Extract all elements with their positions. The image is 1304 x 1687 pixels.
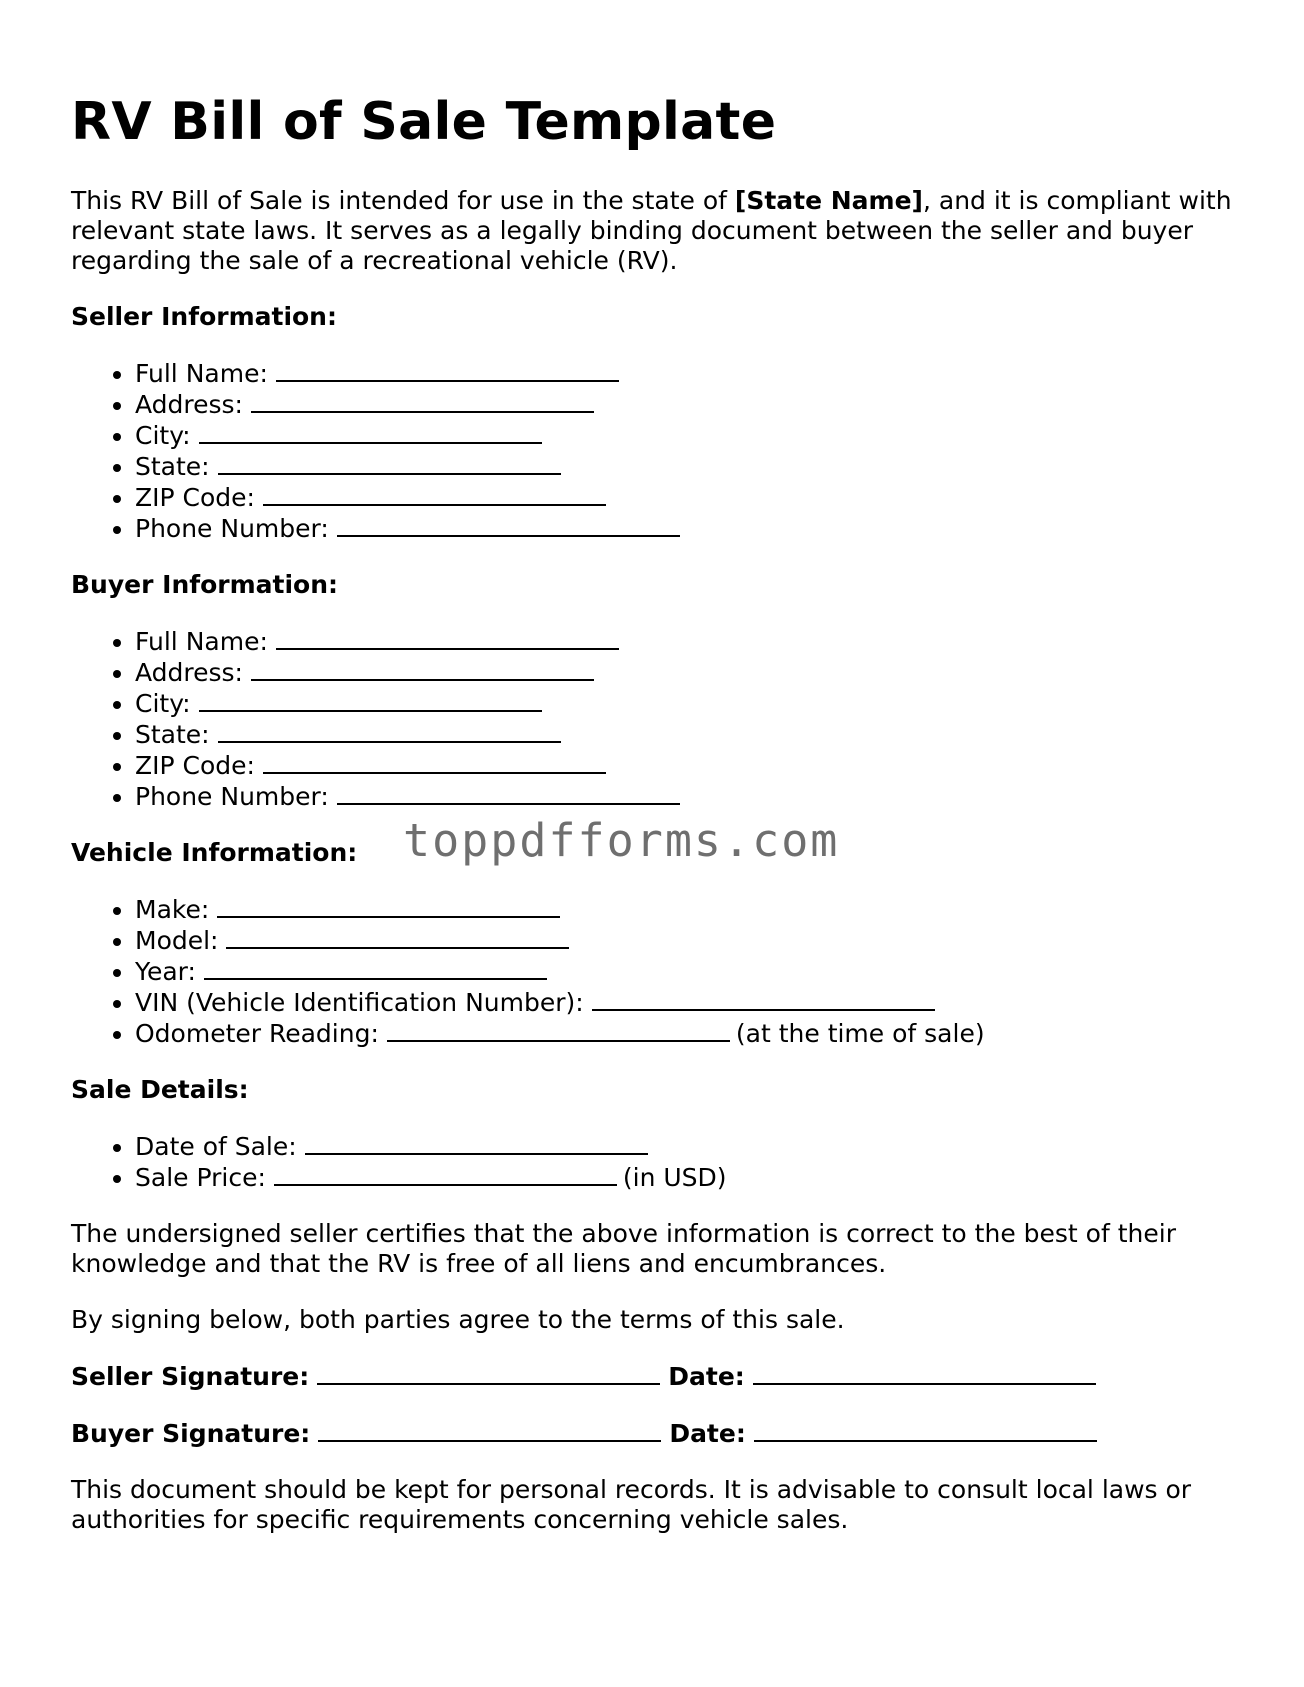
seller-section-heading: Seller Information: xyxy=(71,302,337,331)
vehicle-model-field xyxy=(135,925,1241,956)
page-title: RV Bill of Sale Template xyxy=(71,92,777,152)
buyer-signature-blank[interactable] xyxy=(318,1418,661,1442)
vehicle-year-field xyxy=(135,956,1241,987)
buyer-state-blank[interactable] xyxy=(218,719,561,743)
sale-section-heading: Sale Details: xyxy=(71,1075,249,1104)
field-label: VIN (Vehicle Identification Number): xyxy=(135,988,584,1017)
sale-price-field xyxy=(135,1162,1241,1193)
field-label: Phone Number: xyxy=(135,514,329,543)
seller-signature-line xyxy=(71,1361,1241,1392)
seller-state-field xyxy=(135,451,1241,482)
vehicle-make-field xyxy=(135,894,1241,925)
field-label: ZIP Code: xyxy=(135,483,255,512)
odometer-suffix: (at the time of sale) xyxy=(735,1019,985,1048)
sale-date-field xyxy=(135,1131,1241,1162)
seller-fields-list xyxy=(71,358,1241,544)
intro-text-after: , and it is compliant with relevant state laws. It serves as a legally binding document between the seller and buyer regarding the sale of a recreational vehicle (RV). xyxy=(71,186,1232,275)
buyer-city-blank[interactable] xyxy=(199,688,542,712)
field-label: State: xyxy=(135,720,210,749)
vehicle-model-blank[interactable] xyxy=(226,925,569,949)
buyer-address-field xyxy=(135,657,1241,688)
watermark: toppdfforms.com xyxy=(403,814,840,867)
field-label: Year: xyxy=(135,957,196,986)
buyer-fields-list xyxy=(71,626,1241,812)
buyer-full-name-blank[interactable] xyxy=(276,626,619,650)
field-label: Phone Number: xyxy=(135,782,329,811)
buyer-state-field xyxy=(135,719,1241,750)
buyer-city-field xyxy=(135,688,1241,719)
field-label: Make: xyxy=(135,895,210,924)
buyer-section-heading: Buyer Information: xyxy=(71,570,339,599)
field-label: Sale Price: xyxy=(135,1163,266,1192)
seller-zip-blank[interactable] xyxy=(263,482,606,506)
field-label: Model: xyxy=(135,926,219,955)
price-suffix: (in USD) xyxy=(622,1163,727,1192)
intro-text-before: This RV Bill of Sale is intended for use in the state of xyxy=(71,186,735,215)
buyer-signature-label: Buyer Signature: xyxy=(71,1419,311,1448)
seller-address-blank[interactable] xyxy=(251,389,594,413)
field-label: City: xyxy=(135,689,191,718)
sale-price-blank[interactable] xyxy=(274,1162,617,1186)
vehicle-year-blank[interactable] xyxy=(204,956,547,980)
buyer-zip-field xyxy=(135,750,1241,781)
certification-paragraph: The undersigned seller certifies that the above information is correct to the best of their knowledge and that the RV is free of all liens and encumbrances. xyxy=(71,1219,1176,1278)
vehicle-odometer-field xyxy=(135,1018,1241,1049)
seller-signature-label: Seller Signature: xyxy=(71,1362,310,1391)
seller-city-field xyxy=(135,420,1241,451)
field-label: City: xyxy=(135,421,191,450)
field-label: Address: xyxy=(135,390,243,419)
intro-paragraph xyxy=(71,186,1241,276)
field-label: Address: xyxy=(135,658,243,687)
seller-date-label: Date: xyxy=(668,1362,745,1391)
buyer-phone-field xyxy=(135,781,1241,812)
sale-fields-list xyxy=(71,1131,1241,1193)
field-label: State: xyxy=(135,452,210,481)
seller-city-blank[interactable] xyxy=(199,420,542,444)
vehicle-vin-field xyxy=(135,987,1241,1018)
closing-paragraph: This document should be kept for personal records. It is advisable to consult local laws or authorities for specific requirements concerning vehicle sales. xyxy=(71,1475,1192,1534)
buyer-phone-blank[interactable] xyxy=(337,781,680,805)
seller-full-name-field xyxy=(135,358,1241,389)
vehicle-odometer-blank[interactable] xyxy=(387,1018,730,1042)
seller-zip-field xyxy=(135,482,1241,513)
agreement-paragraph: By signing below, both parties agree to the terms of this sale. xyxy=(71,1305,845,1334)
sale-date-blank[interactable] xyxy=(305,1131,648,1155)
seller-phone-blank[interactable] xyxy=(337,513,680,537)
field-label: Odometer Reading: xyxy=(135,1019,379,1048)
seller-signature-blank[interactable] xyxy=(317,1361,660,1385)
buyer-zip-blank[interactable] xyxy=(263,750,606,774)
field-label: ZIP Code: xyxy=(135,751,255,780)
buyer-address-blank[interactable] xyxy=(251,657,594,681)
field-label: Full Name: xyxy=(135,627,268,656)
state-name-placeholder: [State Name] xyxy=(734,186,923,215)
seller-state-blank[interactable] xyxy=(218,451,561,475)
buyer-signature-line xyxy=(71,1418,1241,1449)
seller-phone-field xyxy=(135,513,1241,544)
seller-address-field xyxy=(135,389,1241,420)
vehicle-fields-list xyxy=(71,894,1241,1049)
vehicle-section-heading: Vehicle Information: xyxy=(71,838,358,867)
vehicle-make-blank[interactable] xyxy=(217,894,560,918)
seller-full-name-blank[interactable] xyxy=(276,358,619,382)
buyer-date-label: Date: xyxy=(669,1419,746,1448)
field-label: Full Name: xyxy=(135,359,268,388)
seller-date-blank[interactable] xyxy=(753,1361,1096,1385)
buyer-full-name-field xyxy=(135,626,1241,657)
field-label: Date of Sale: xyxy=(135,1132,297,1161)
vehicle-vin-blank[interactable] xyxy=(592,987,935,1011)
buyer-date-blank[interactable] xyxy=(754,1418,1097,1442)
